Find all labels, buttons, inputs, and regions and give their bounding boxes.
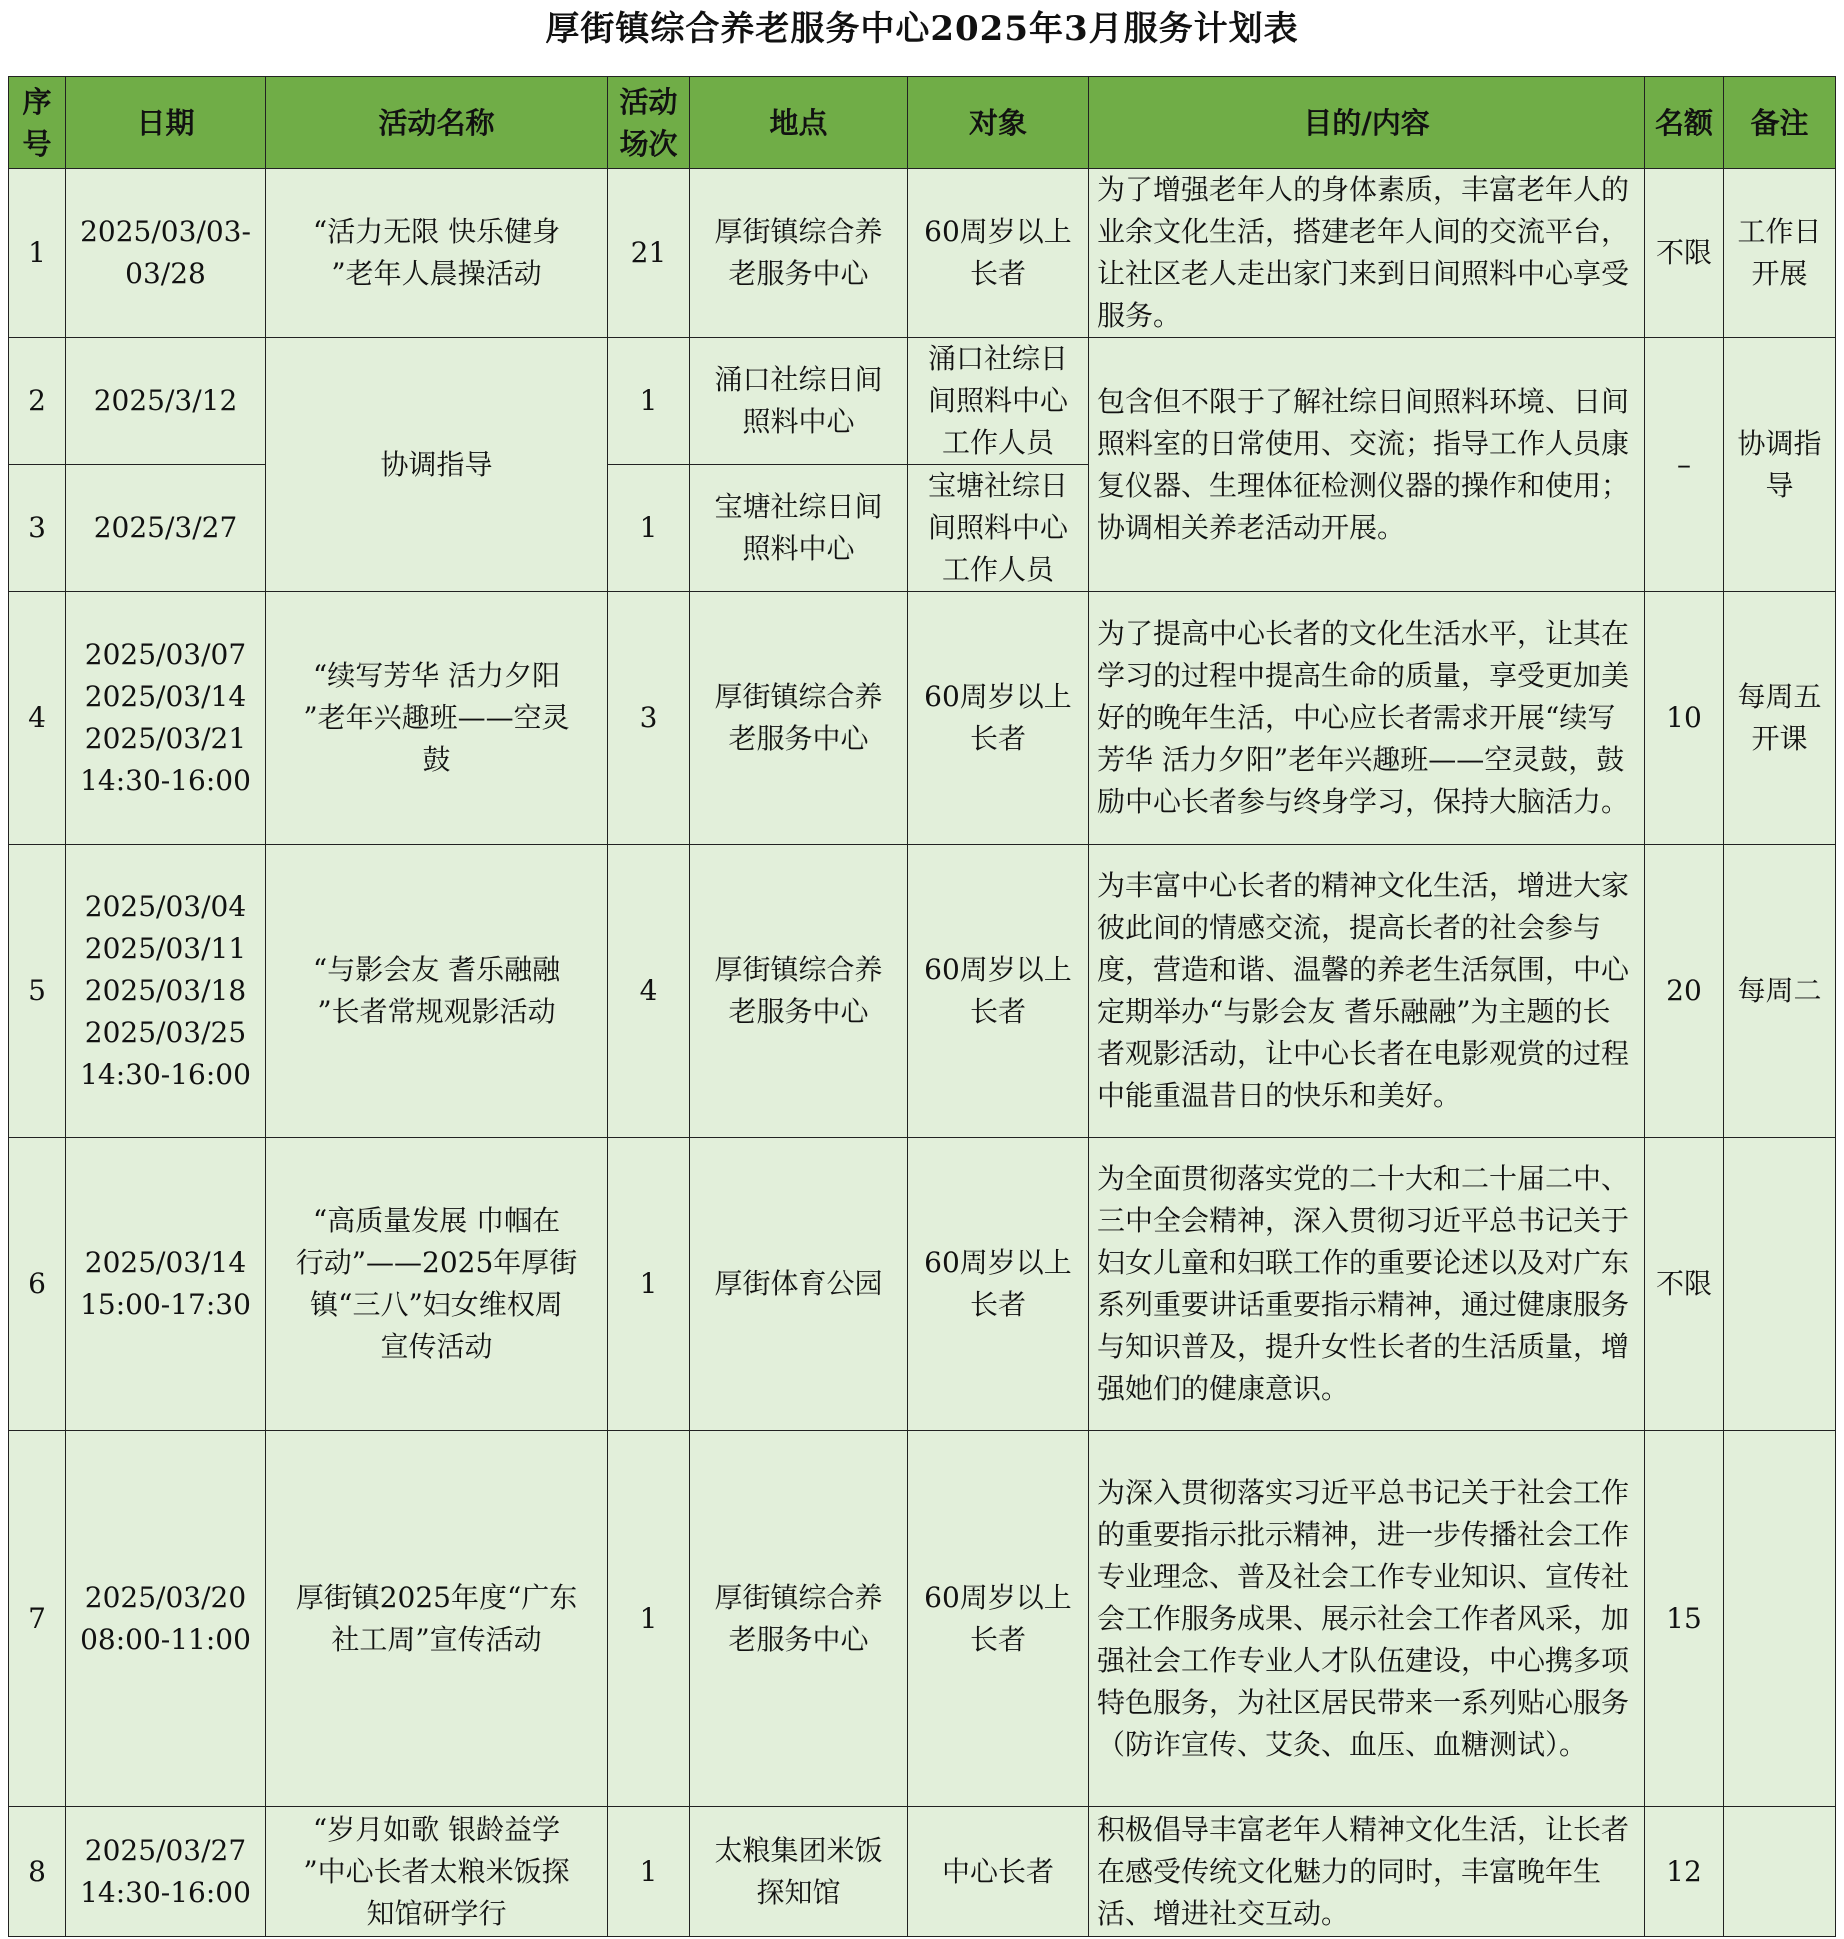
cell-date: 2025/03/07 2025/03/14 2025/03/21 14:30-16:00 bbox=[66, 592, 266, 845]
col-header-content: 目的/内容 bbox=[1089, 77, 1645, 169]
header-row bbox=[9, 77, 1836, 169]
cell-target: 宝塘社综日 间照料中心 工作人员 bbox=[908, 465, 1089, 592]
cell-quota: – bbox=[1645, 338, 1724, 592]
cell-date: 2025/3/12 bbox=[66, 338, 266, 465]
page-title: 厚街镇综合养老服务中心2025年3月服务计划表 bbox=[545, 9, 1299, 49]
cell-activity-name: 协调指导 bbox=[266, 338, 608, 592]
cell-sessions: 1 bbox=[608, 1138, 690, 1431]
cell-quota: 20 bbox=[1645, 845, 1724, 1138]
cell-remark bbox=[1724, 1431, 1836, 1807]
cell-no: 7 bbox=[9, 1431, 66, 1807]
cell-content: 为丰富中心长者的精神文化生活，增进大家彼此间的情感交流，提高长者的社会参与度，营造和谐、温馨的养老生活氛围，中心定期举办“与影会友 耆乐融融”为主题的长者观影活动，让中心长者在电影观赏的过程中能重温昔日的快乐和美好。 bbox=[1089, 845, 1645, 1138]
cell-quota: 15 bbox=[1645, 1431, 1724, 1807]
col-header-quota: 名额 bbox=[1645, 77, 1724, 169]
cell-target: 中心长者 bbox=[908, 1807, 1089, 1937]
table-row bbox=[9, 592, 1836, 845]
cell-activity-name: “活力无限 快乐健身 ”老年人晨操活动 bbox=[266, 169, 608, 338]
table-row bbox=[9, 338, 1836, 465]
cell-target: 60周岁以上 长者 bbox=[908, 169, 1089, 338]
cell-date: 2025/03/20 08:00-11:00 bbox=[66, 1431, 266, 1807]
cell-activity-name: “岁月如歌 银龄益学 ”中心长者太粮米饭探 知馆研学行 bbox=[266, 1807, 608, 1937]
col-header-remark: 备注 bbox=[1724, 77, 1836, 169]
cell-content: 为深入贯彻落实习近平总书记关于社会工作的重要指示批示精神，进一步传播社会工作专业理念、普及社会工作专业知识、宣传社会工作服务成果、展示社会工作者风采，加强社会工作专业人才队伍建设，中心携多项特色服务，为社区居民带来一系列贴心服务（防诈宣传、艾灸、血压、血糖测试）。 bbox=[1089, 1431, 1645, 1807]
cell-activity-name: “续写芳华 活力夕阳 ”老年兴趣班——空灵 鼓 bbox=[266, 592, 608, 845]
cell-date: 2025/03/04 2025/03/11 2025/03/18 2025/03/25 14:30-16:00 bbox=[66, 845, 266, 1138]
cell-content: 为全面贯彻落实党的二十大和二十届二中、三中全会精神，深入贯彻习近平总书记关于妇女儿童和妇联工作的重要论述以及对广东系列重要讲话重要指示精神，通过健康服务与知识普及，提升女性长者的生活质量，增强她们的健康意识。 bbox=[1089, 1138, 1645, 1431]
cell-no: 6 bbox=[9, 1138, 66, 1431]
col-header-no: 序 号 bbox=[9, 77, 66, 169]
cell-remark bbox=[1724, 1807, 1836, 1937]
cell-no: 2 bbox=[9, 338, 66, 465]
col-header-sessions: 活动 场次 bbox=[608, 77, 690, 169]
cell-activity-name: “高质量发展 巾帼在 行动”——2025年厚街 镇“三八”妇女维权周 宣传活动 bbox=[266, 1138, 608, 1431]
cell-place: 厚街镇综合养 老服务中心 bbox=[690, 169, 908, 338]
cell-quota: 不限 bbox=[1645, 169, 1724, 338]
cell-sessions: 1 bbox=[608, 1807, 690, 1937]
col-header-date: 日期 bbox=[66, 77, 266, 169]
cell-sessions: 1 bbox=[608, 1431, 690, 1807]
cell-content: 积极倡导丰富老年人精神文化生活，让长者在感受传统文化魅力的同时，丰富晚年生活、增进社交互动。 bbox=[1089, 1807, 1645, 1937]
cell-date: 2025/3/27 bbox=[66, 465, 266, 592]
cell-remark: 每周二 bbox=[1724, 845, 1836, 1138]
cell-sessions: 3 bbox=[608, 592, 690, 845]
cell-remark bbox=[1724, 1138, 1836, 1431]
cell-activity-name: “与影会友 耆乐融融 ”长者常规观影活动 bbox=[266, 845, 608, 1138]
cell-place: 宝塘社综日间 照料中心 bbox=[690, 465, 908, 592]
table-row bbox=[9, 1138, 1836, 1431]
cell-content: 包含但不限于了解社综日间照料环境、日间照料室的日常使用、交流；指导工作人员康复仪器、生理体征检测仪器的操作和使用；协调相关养老活动开展。 bbox=[1089, 338, 1645, 592]
table-row bbox=[9, 1807, 1836, 1937]
service-plan-table bbox=[8, 76, 1836, 1937]
cell-place: 涌口社综日间 照料中心 bbox=[690, 338, 908, 465]
cell-sessions: 1 bbox=[608, 338, 690, 465]
cell-remark: 协调指 导 bbox=[1724, 338, 1836, 592]
cell-activity-name: 厚街镇2025年度“广东 社工周”宣传活动 bbox=[266, 1431, 608, 1807]
cell-place: 厚街镇综合养 老服务中心 bbox=[690, 1431, 908, 1807]
cell-quota: 10 bbox=[1645, 592, 1724, 845]
cell-quota: 不限 bbox=[1645, 1138, 1724, 1431]
cell-place: 厚街体育公园 bbox=[690, 1138, 908, 1431]
col-header-name: 活动名称 bbox=[266, 77, 608, 169]
cell-remark: 每周五 开课 bbox=[1724, 592, 1836, 845]
cell-quota: 12 bbox=[1645, 1807, 1724, 1937]
cell-sessions: 21 bbox=[608, 169, 690, 338]
cell-target: 60周岁以上 长者 bbox=[908, 1431, 1089, 1807]
table-row bbox=[9, 845, 1836, 1138]
col-header-target: 对象 bbox=[908, 77, 1089, 169]
cell-no: 1 bbox=[9, 169, 66, 338]
cell-date: 2025/03/03- 03/28 bbox=[66, 169, 266, 338]
cell-no: 3 bbox=[9, 465, 66, 592]
cell-date: 2025/03/27 14:30-16:00 bbox=[66, 1807, 266, 1937]
cell-sessions: 1 bbox=[608, 465, 690, 592]
cell-no: 5 bbox=[9, 845, 66, 1138]
cell-content: 为了增强老年人的身体素质，丰富老年人的业余文化生活，搭建老年人间的交流平台，让社区老人走出家门来到日间照料中心享受服务。 bbox=[1089, 169, 1645, 338]
cell-content: 为了提高中心长者的文化生活水平，让其在学习的过程中提高生命的质量，享受更加美好的晚年生活，中心应长者需求开展“续写芳华 活力夕阳”老年兴趣班——空灵鼓，鼓励中心长者参与终身学习，保持大脑活力。 bbox=[1089, 592, 1645, 845]
cell-place: 厚街镇综合养 老服务中心 bbox=[690, 845, 908, 1138]
col-header-place: 地点 bbox=[690, 77, 908, 169]
cell-target: 60周岁以上 长者 bbox=[908, 845, 1089, 1138]
table-row bbox=[9, 169, 1836, 338]
cell-target: 60周岁以上 长者 bbox=[908, 1138, 1089, 1431]
cell-target: 60周岁以上 长者 bbox=[908, 592, 1089, 845]
table-row bbox=[9, 1431, 1836, 1807]
cell-target: 涌口社综日 间照料中心 工作人员 bbox=[908, 338, 1089, 465]
cell-no: 8 bbox=[9, 1807, 66, 1937]
cell-place: 厚街镇综合养 老服务中心 bbox=[690, 592, 908, 845]
cell-remark: 工作日 开展 bbox=[1724, 169, 1836, 338]
cell-sessions: 4 bbox=[608, 845, 690, 1138]
cell-no: 4 bbox=[9, 592, 66, 845]
cell-date: 2025/03/14 15:00-17:30 bbox=[66, 1138, 266, 1431]
cell-place: 太粮集团米饭 探知馆 bbox=[690, 1807, 908, 1937]
